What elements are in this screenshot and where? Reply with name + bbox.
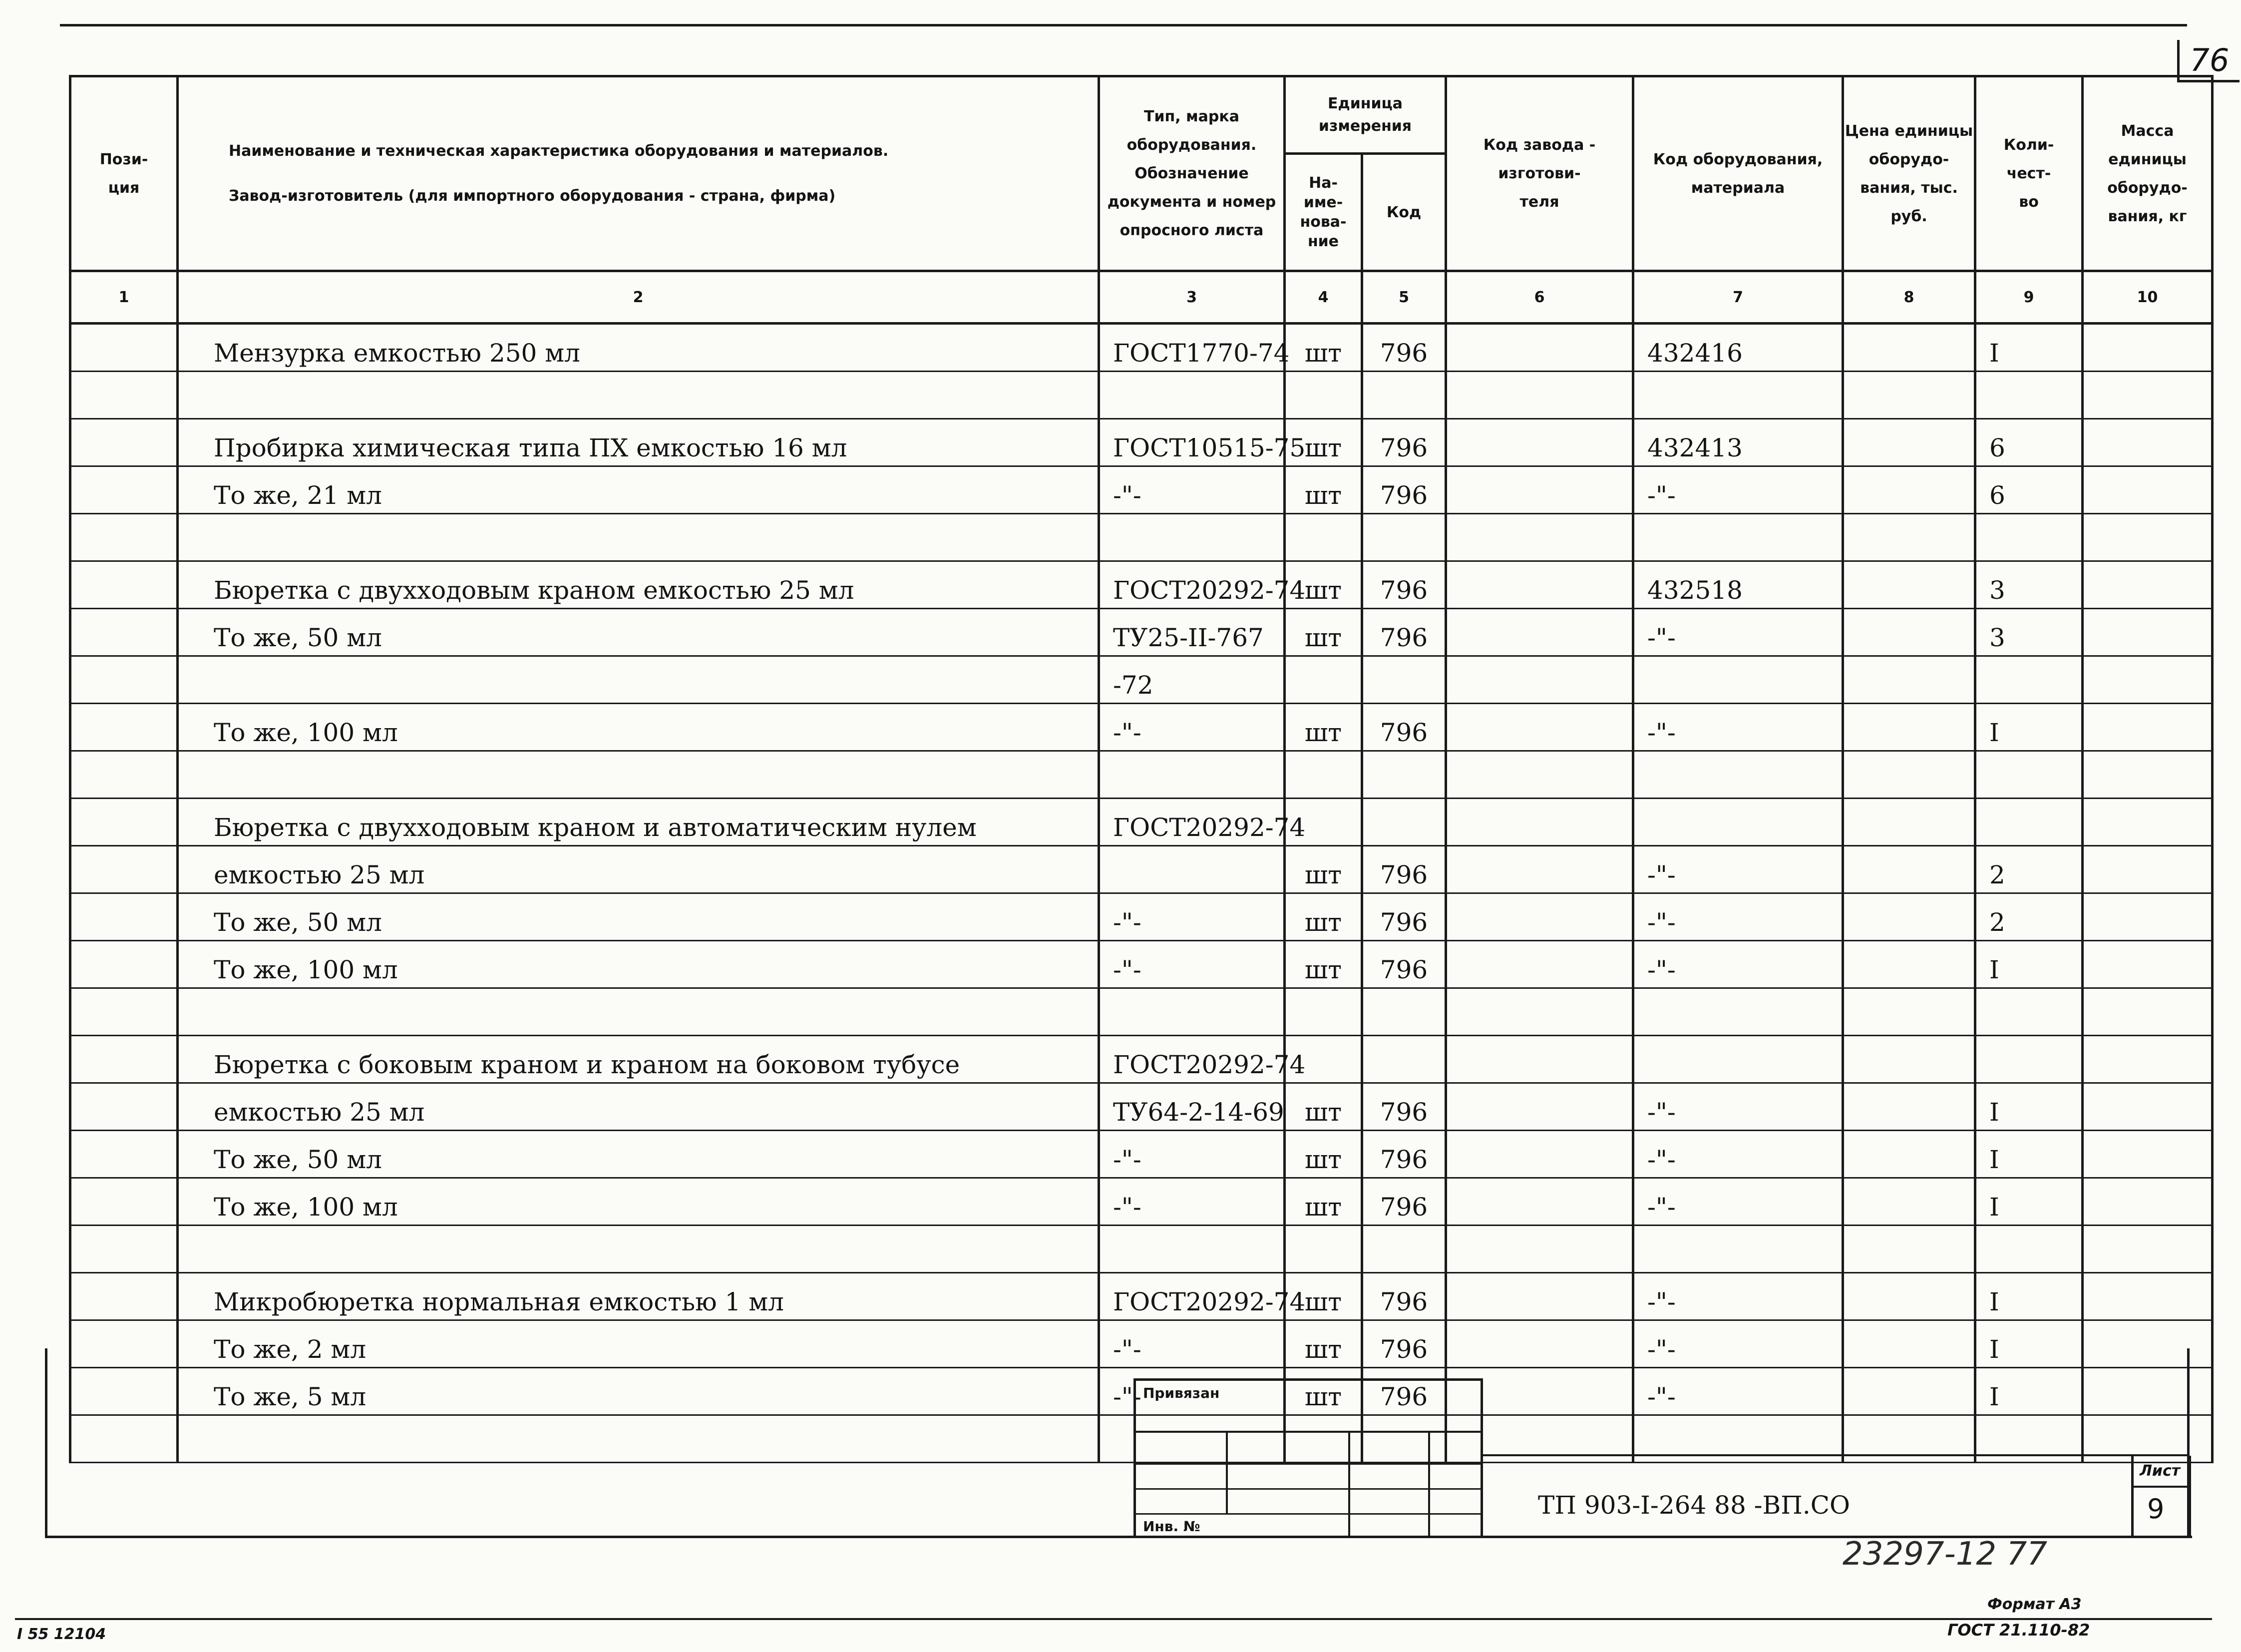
- gost-label: ГОСТ 21.110-82: [1947, 1621, 2090, 1640]
- table-row: [70, 372, 2213, 419]
- cell-position: [70, 704, 178, 751]
- header-material-code: Код оборудования, материала: [1633, 76, 1843, 271]
- cell-price: [1843, 846, 1975, 893]
- cell-type: -"-: [1099, 1320, 1285, 1368]
- cell-position: [70, 846, 178, 893]
- cell-type: [1099, 751, 1285, 799]
- cell-quantity: I: [1975, 1083, 2083, 1131]
- cell-name: Бюретка с боковым краном и краном на боковом тубусе: [178, 1036, 1099, 1083]
- cell-quantity: I: [1975, 1320, 2083, 1368]
- cell-quantity: I: [1975, 941, 2083, 988]
- cell-mass: [2083, 799, 2213, 846]
- cell-factory-code: [1446, 1131, 1633, 1178]
- cell-name: Бюретка с двухходовым краном емкостью 25 мл: [178, 561, 1099, 609]
- cell-unit-code: 796: [1362, 1273, 1446, 1320]
- cell-unit: шт: [1285, 846, 1362, 893]
- cell-price: [1843, 941, 1975, 988]
- cell-name: [178, 656, 1099, 704]
- cell-mass: [2083, 324, 2213, 372]
- cell-quantity: 3: [1975, 561, 2083, 609]
- cell-price: [1843, 1320, 1975, 1368]
- cell-position: [70, 1178, 178, 1226]
- cell-quantity: [1975, 656, 2083, 704]
- column-number: 7: [1633, 271, 1843, 324]
- table-row: [70, 656, 2213, 704]
- table-row: [70, 941, 2213, 988]
- cell-mass: [2083, 1368, 2213, 1415]
- cell-mass: [2083, 372, 2213, 419]
- cell-quantity: I: [1975, 1131, 2083, 1178]
- cell-position: [70, 1368, 178, 1415]
- stamp-line: [1348, 1431, 1350, 1536]
- cell-factory-code: [1446, 609, 1633, 656]
- table-row: [70, 609, 2213, 656]
- cell-type: -"-: [1099, 466, 1285, 514]
- specification-table: [69, 75, 2214, 1463]
- header-factory-code: Код завода - изготови- теля: [1446, 76, 1633, 271]
- cell-price: [1843, 419, 1975, 466]
- cell-material-code: [1633, 751, 1843, 799]
- column-number: 2: [178, 271, 1099, 324]
- cell-position: [70, 466, 178, 514]
- cell-quantity: I: [1975, 1273, 2083, 1320]
- header-unit-code: Код: [1362, 154, 1446, 271]
- cell-unit-code: [1362, 514, 1446, 561]
- stamp-label: Привязан: [1143, 1385, 1220, 1401]
- cell-quantity: 6: [1975, 419, 2083, 466]
- cell-position: [70, 324, 178, 372]
- cell-type: [1099, 514, 1285, 561]
- cell-price: [1843, 1226, 1975, 1273]
- cell-factory-code: [1446, 1083, 1633, 1131]
- cell-position: [70, 1083, 178, 1131]
- cell-factory-code: [1446, 799, 1633, 846]
- cell-mass: [2083, 1083, 2213, 1131]
- table-row: [70, 514, 2213, 561]
- cell-factory-code: [1446, 751, 1633, 799]
- cell-quantity: [1975, 372, 2083, 419]
- cell-position: [70, 1320, 178, 1368]
- cell-price: [1843, 1273, 1975, 1320]
- cell-price: [1843, 609, 1975, 656]
- cell-position: [70, 1131, 178, 1178]
- cell-type: [1099, 988, 1285, 1036]
- cell-factory-code: [1446, 1036, 1633, 1083]
- cell-factory-code: [1446, 941, 1633, 988]
- cell-factory-code: [1446, 1226, 1633, 1273]
- cell-unit-code: 796: [1362, 1368, 1446, 1415]
- cell-name: То же, 100 мл: [178, 941, 1099, 988]
- cell-quantity: 3: [1975, 609, 2083, 656]
- cell-unit: шт: [1285, 1178, 1362, 1226]
- cell-factory-code: [1446, 988, 1633, 1036]
- footer-line: [15, 1618, 2212, 1620]
- cell-position: [70, 1036, 178, 1083]
- specification-body: [70, 324, 2213, 1463]
- cell-factory-code: [1446, 893, 1633, 941]
- list-number: 9: [2147, 1493, 2165, 1525]
- column-number: 8: [1843, 271, 1975, 324]
- cell-position: [70, 372, 178, 419]
- binding-stamp: [1133, 1378, 1483, 1538]
- cell-type: ГОСТ10515-75: [1099, 419, 1285, 466]
- cell-unit: шт: [1285, 1320, 1362, 1368]
- cell-type: -72: [1099, 656, 1285, 704]
- plate-number: I 55 12104: [17, 1626, 106, 1643]
- table-row: [70, 1226, 2213, 1273]
- cell-unit: [1285, 514, 1362, 561]
- cell-unit: шт: [1285, 1273, 1362, 1320]
- cell-name: Мензурка емкостью 250 мл: [178, 324, 1099, 372]
- header-name: Наименование и техническая характеристика оборудования и материалов. Завод-изготовитель (для импортного оборудования - страна, фирма): [178, 76, 1099, 271]
- cell-material-code: [1633, 1036, 1843, 1083]
- cell-type: ТУ25-II-767: [1099, 609, 1285, 656]
- cell-price: [1843, 514, 1975, 561]
- table-row: [70, 1178, 2213, 1226]
- cell-quantity: [1975, 751, 2083, 799]
- cell-type: -"-: [1099, 1178, 1285, 1226]
- cell-name: То же, 50 мл: [178, 609, 1099, 656]
- cell-factory-code: [1446, 324, 1633, 372]
- cell-quantity: 2: [1975, 893, 2083, 941]
- table-row: [70, 1036, 2213, 1083]
- header-unit-name: На- име- нова- ние: [1285, 154, 1362, 271]
- cell-unit-code: 796: [1362, 561, 1446, 609]
- inventory-label: Инв. №: [1143, 1518, 1200, 1535]
- cell-unit-code: 796: [1362, 609, 1446, 656]
- cell-type: [1099, 1226, 1285, 1273]
- cell-mass: [2083, 941, 2213, 988]
- cell-material-code: -"-: [1633, 1083, 1843, 1131]
- cell-factory-code: [1446, 419, 1633, 466]
- cell-position: [70, 609, 178, 656]
- cell-type: ГОСТ20292-74: [1099, 1036, 1285, 1083]
- cell-material-code: [1633, 988, 1843, 1036]
- cell-material-code: -"-: [1633, 1273, 1843, 1320]
- table-row: [70, 846, 2213, 893]
- cell-unit-code: [1362, 751, 1446, 799]
- cell-type: -"-: [1099, 941, 1285, 988]
- table-row: [70, 751, 2213, 799]
- cell-material-code: -"-: [1633, 1178, 1843, 1226]
- cell-material-code: -"-: [1633, 1320, 1843, 1368]
- cell-name: [178, 1226, 1099, 1273]
- cell-unit-code: 796: [1362, 1083, 1446, 1131]
- cell-quantity: [1975, 799, 2083, 846]
- cell-price: [1843, 656, 1975, 704]
- cell-quantity: [1975, 514, 2083, 561]
- cell-price: [1843, 988, 1975, 1036]
- cell-mass: [2083, 988, 2213, 1036]
- cell-unit: шт: [1285, 561, 1362, 609]
- cell-mass: [2083, 656, 2213, 704]
- cell-unit: шт: [1285, 609, 1362, 656]
- top-frame-line: [60, 24, 2187, 26]
- cell-material-code: -"-: [1633, 609, 1843, 656]
- cell-price: [1843, 1036, 1975, 1083]
- cell-material-code: -"-: [1633, 893, 1843, 941]
- cell-name: емкостью 25 мл: [178, 1083, 1099, 1131]
- cell-name: То же, 2 мл: [178, 1320, 1099, 1368]
- cell-price: [1843, 466, 1975, 514]
- cell-price: [1843, 324, 1975, 372]
- cell-material-code: -"-: [1633, 466, 1843, 514]
- cell-price: [1843, 372, 1975, 419]
- cell-quantity: I: [1975, 1178, 2083, 1226]
- cell-name: Бюретка с двухходовым краном и автоматическим нулем: [178, 799, 1099, 846]
- header-price: Цена единицы оборудо- вания, тыс. руб.: [1843, 76, 1975, 271]
- cell-type: -"-: [1099, 704, 1285, 751]
- column-number: 1: [70, 271, 178, 324]
- cell-quantity: I: [1975, 324, 2083, 372]
- cell-mass: [2083, 846, 2213, 893]
- table-row: [70, 1273, 2213, 1320]
- cell-name: [178, 372, 1099, 419]
- cell-unit: [1285, 372, 1362, 419]
- cell-position: [70, 656, 178, 704]
- cell-unit: шт: [1285, 941, 1362, 988]
- cell-price: [1843, 799, 1975, 846]
- column-number: 10: [2083, 271, 2213, 324]
- cell-unit-code: [1362, 1036, 1446, 1083]
- cell-unit: шт: [1285, 704, 1362, 751]
- cell-position: [70, 751, 178, 799]
- cell-position: [70, 514, 178, 561]
- cell-unit-code: 796: [1362, 324, 1446, 372]
- cell-material-code: -"-: [1633, 704, 1843, 751]
- sheet-page-number: 76: [2177, 40, 2240, 82]
- table-row: [70, 324, 2213, 372]
- stamp-line: [1226, 1431, 1228, 1513]
- cell-mass: [2083, 1273, 2213, 1320]
- cell-type: -"-: [1099, 1131, 1285, 1178]
- cell-quantity: 2: [1975, 846, 2083, 893]
- title-block-top-line: [1481, 1454, 2187, 1456]
- cell-unit-code: 796: [1362, 941, 1446, 988]
- cell-name: То же, 100 мл: [178, 1178, 1099, 1226]
- cell-material-code: -"-: [1633, 1368, 1843, 1415]
- cell-material-code: [1633, 1226, 1843, 1273]
- cell-material-code: [1633, 799, 1843, 846]
- cell-factory-code: [1446, 704, 1633, 751]
- cell-type: [1099, 846, 1285, 893]
- stamp-line: [1428, 1431, 1430, 1536]
- cell-type: ТУ64-2-14-69: [1099, 1083, 1285, 1131]
- cell-position: [70, 988, 178, 1036]
- cell-name: То же, 100 мл: [178, 704, 1099, 751]
- cell-name: емкостью 25 мл: [178, 846, 1099, 893]
- cell-position: [70, 893, 178, 941]
- cell-mass: [2083, 751, 2213, 799]
- cell-mass: [2083, 514, 2213, 561]
- cell-unit: шт: [1285, 419, 1362, 466]
- column-number: 6: [1446, 271, 1633, 324]
- cell-material-code: -"-: [1633, 1131, 1843, 1178]
- cell-mass: [2083, 1131, 2213, 1178]
- cell-quantity: [1975, 988, 2083, 1036]
- list-label: Лист: [2140, 1462, 2181, 1480]
- cell-price: [1843, 704, 1975, 751]
- table-row: [70, 466, 2213, 514]
- table-row: [70, 561, 2213, 609]
- cell-name: Микробюретка нормальная емкостью 1 мл: [178, 1273, 1099, 1320]
- left-frame-line: [45, 1348, 47, 1538]
- cell-unit-code: [1362, 1226, 1446, 1273]
- cell-position: [70, 1415, 178, 1463]
- column-number: 4: [1285, 271, 1362, 324]
- cell-quantity: [1975, 1036, 2083, 1083]
- document-code: ТП 903-I-264 88 -ВП.СО: [1538, 1491, 1851, 1520]
- cell-quantity: I: [1975, 1368, 2083, 1415]
- header-quantity: Коли- чест- во: [1975, 76, 2083, 271]
- cell-position: [70, 1226, 178, 1273]
- cell-mass: [2083, 1226, 2213, 1273]
- cell-unit-code: 796: [1362, 1178, 1446, 1226]
- header-unit-group: Единица измерения: [1285, 76, 1446, 154]
- cell-material-code: -"-: [1633, 846, 1843, 893]
- cell-price: [1843, 1178, 1975, 1226]
- cell-quantity: I: [1975, 704, 2083, 751]
- cell-unit-code: 796: [1362, 893, 1446, 941]
- cell-mass: [2083, 561, 2213, 609]
- cell-mass: [2083, 609, 2213, 656]
- column-number: 3: [1099, 271, 1285, 324]
- cell-name: Пробирка химическая типа ПХ емкостью 16 мл: [178, 419, 1099, 466]
- table-row: [70, 704, 2213, 751]
- cell-unit-code: 796: [1362, 846, 1446, 893]
- cell-unit: шт: [1285, 893, 1362, 941]
- cell-factory-code: [1446, 1320, 1633, 1368]
- cell-type: -"-: [1099, 1368, 1285, 1415]
- cell-name: То же, 50 мл: [178, 893, 1099, 941]
- header-type: Тип, марка оборудования. Обозначение документа и номер опросного листа: [1099, 76, 1285, 271]
- cell-price: [1843, 893, 1975, 941]
- cell-price: [1843, 561, 1975, 609]
- table-row: [70, 419, 2213, 466]
- cell-position: [70, 1273, 178, 1320]
- table-row: [70, 1131, 2213, 1178]
- cell-material-code: 432413: [1633, 419, 1843, 466]
- cell-unit: [1285, 988, 1362, 1036]
- list-divider: [2131, 1486, 2189, 1488]
- cell-quantity: 6: [1975, 466, 2083, 514]
- column-number: 5: [1362, 271, 1446, 324]
- cell-price: [1843, 1083, 1975, 1131]
- cell-mass: [2083, 1320, 2213, 1368]
- cell-material-code: 432518: [1633, 561, 1843, 609]
- cell-position: [70, 941, 178, 988]
- cell-factory-code: [1446, 372, 1633, 419]
- cell-factory-code: [1446, 1273, 1633, 1320]
- header-position: Пози- ция: [70, 76, 178, 271]
- cell-unit-code: [1362, 372, 1446, 419]
- table-row: [70, 893, 2213, 941]
- cell-factory-code: [1446, 656, 1633, 704]
- cell-name: [178, 514, 1099, 561]
- cell-factory-code: [1446, 1178, 1633, 1226]
- cell-unit: шт: [1285, 324, 1362, 372]
- cell-unit: шт: [1285, 1083, 1362, 1131]
- cell-mass: [2083, 1178, 2213, 1226]
- table-row: [70, 988, 2213, 1036]
- cell-price: [1843, 1368, 1975, 1415]
- cell-type: ГОСТ20292-74: [1099, 799, 1285, 846]
- cell-type: ГОСТ20292-74: [1099, 561, 1285, 609]
- cell-material-code: [1633, 656, 1843, 704]
- cell-name: [178, 988, 1099, 1036]
- cell-type: ГОСТ1770-74: [1099, 324, 1285, 372]
- cell-name: [178, 751, 1099, 799]
- cell-unit: шт: [1285, 466, 1362, 514]
- cell-position: [70, 419, 178, 466]
- cell-unit: [1285, 1226, 1362, 1273]
- cell-material-code: 432416: [1633, 324, 1843, 372]
- cell-mass: [2083, 1036, 2213, 1083]
- archive-number: 23297-12 77: [1843, 1536, 2047, 1573]
- header-mass: Масса единицы оборудо- вания, кг: [2083, 76, 2213, 271]
- column-number: 9: [1975, 271, 2083, 324]
- cell-position: [70, 799, 178, 846]
- cell-unit: [1285, 656, 1362, 704]
- table-row: [70, 1083, 2213, 1131]
- cell-mass: [2083, 466, 2213, 514]
- cell-price: [1843, 751, 1975, 799]
- cell-unit-code: 796: [1362, 466, 1446, 514]
- format-label: Формат А3: [1987, 1596, 2082, 1613]
- cell-material-code: [1633, 514, 1843, 561]
- cell-position: [70, 561, 178, 609]
- cell-type: -"-: [1099, 893, 1285, 941]
- cell-price: [1843, 1131, 1975, 1178]
- cell-unit-code: [1362, 799, 1446, 846]
- cell-name: [178, 1415, 1099, 1463]
- cell-factory-code: [1446, 846, 1633, 893]
- cell-material-code: [1633, 372, 1843, 419]
- cell-quantity: [1975, 1226, 2083, 1273]
- cell-type: ГОСТ20292-74: [1099, 1273, 1285, 1320]
- cell-unit-code: 796: [1362, 704, 1446, 751]
- cell-unit-code: [1362, 988, 1446, 1036]
- cell-factory-code: [1446, 561, 1633, 609]
- cell-name: То же, 21 мл: [178, 466, 1099, 514]
- cell-type: [1099, 372, 1285, 419]
- cell-unit-code: 796: [1362, 419, 1446, 466]
- cell-mass: [2083, 893, 2213, 941]
- cell-unit-code: 796: [1362, 1320, 1446, 1368]
- table-row: [70, 1320, 2213, 1368]
- cell-factory-code: [1446, 514, 1633, 561]
- cell-name: То же, 50 мл: [178, 1131, 1099, 1178]
- cell-material-code: -"-: [1633, 941, 1843, 988]
- table-row: [70, 799, 2213, 846]
- cell-mass: [2083, 704, 2213, 751]
- cell-unit: шт: [1285, 1368, 1362, 1415]
- cell-mass: [2083, 419, 2213, 466]
- cell-name: То же, 5 мл: [178, 1368, 1099, 1415]
- cell-factory-code: [1446, 466, 1633, 514]
- cell-unit-code: [1362, 656, 1446, 704]
- cell-unit: [1285, 751, 1362, 799]
- cell-unit: шт: [1285, 1131, 1362, 1178]
- cell-unit-code: 796: [1362, 1131, 1446, 1178]
